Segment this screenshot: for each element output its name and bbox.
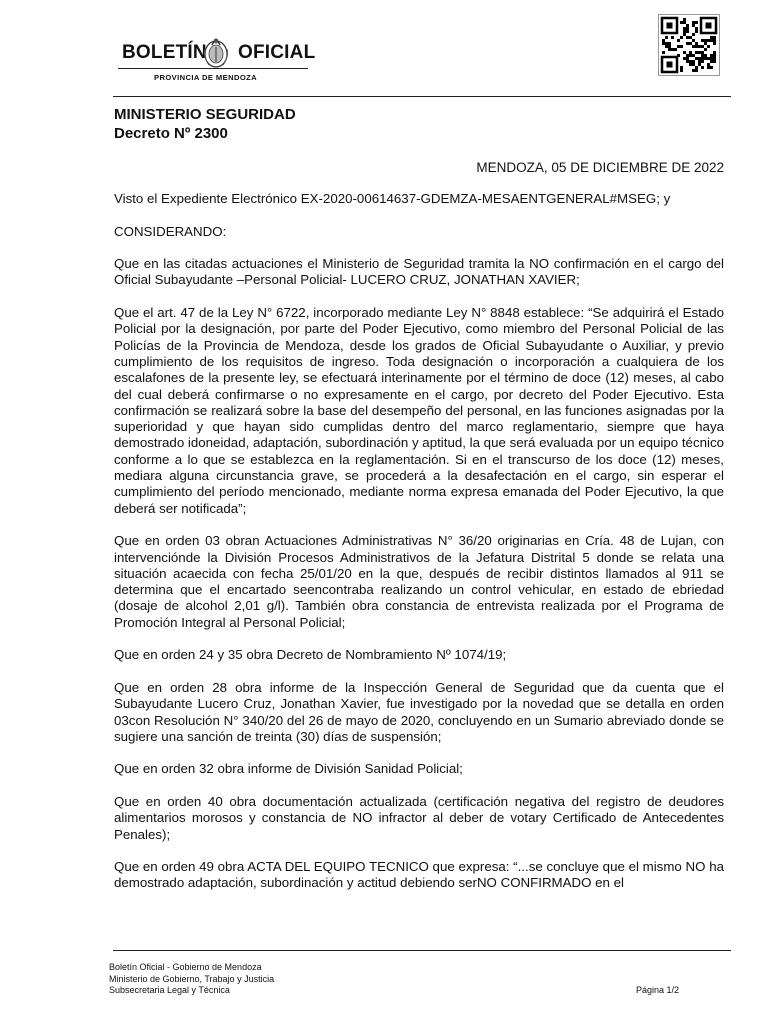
qr-module — [692, 21, 695, 24]
qr-module — [701, 51, 704, 54]
qr-module — [662, 39, 665, 42]
qr-module — [695, 66, 698, 69]
decree-number: Decreto Nº 2300 — [114, 125, 228, 142]
footer-line: Subsecretaria Legal y Técnica — [109, 985, 230, 995]
qr-module — [683, 18, 686, 21]
qr-module — [710, 39, 713, 42]
qr-module — [695, 69, 698, 72]
paragraph: Que en orden 49 obra ACTA DEL EQUIPO TECNICO que expresa: “...se concluye que el mismo NO ha demostrado adaptación, subordinación y actitud debiendo serNO CONFIRMADO en el — [114, 859, 724, 891]
qr-module — [698, 51, 701, 54]
paragraph: Que en orden 28 obra informe de la Inspección General de Seguridad que da cuenta que el Subayudante Lucero Cruz, Jonathan Xavier, fue investigado por la novedad que se detalla en orden 03con Resolución N° 340/20 del 26 de mayo de 2020, concluyendo en un Sumario abreviado donde se sugiere una sanción de treinta (30) días de suspensión; — [114, 679, 724, 744]
ministry-title: MINISTERIO SEGURIDAD — [114, 106, 296, 123]
page-number: Página 1/2 — [636, 985, 680, 995]
qr-module — [683, 21, 686, 24]
qr-module — [713, 54, 716, 57]
qr-module — [695, 57, 698, 60]
qr-module — [680, 66, 683, 69]
qr-module — [671, 48, 674, 51]
qr-module — [710, 66, 713, 69]
qr-module — [686, 24, 689, 27]
qr-module — [707, 66, 710, 69]
qr-module — [668, 45, 671, 48]
qr-module — [686, 57, 689, 60]
qr-module — [692, 24, 695, 27]
paragraph: Que en orden 03 obran Actuaciones Administrativas N° 36/20 originarias en Cría. 48 de Lujan, con intervenciónde la División Procesos Administrativos de la Jefatura Distrital 5 donde se relata una situación acaecida con fecha 25/01/20 en la que, después de recibir distintos llamados al 911 se determina que el encartado seencontraba realizando un control vehicular, en estado de ebriedad (dosaje de alcohol 2,01 g/l). También obra constancia de entrevista realizada por el Programa de Promoción Integral al Personal Policial; — [114, 533, 724, 630]
header-divider — [113, 96, 731, 97]
footer-line: Boletín Oficial - Gobierno de Mendoza — [109, 962, 262, 972]
paragraph: Que en orden 40 obra documentación actualizada (certificación negativa del registro de deudores alimentarios morosos y constancia de NO infractor al deber de votary Certificado de Antecedentes Penales); — [114, 793, 724, 842]
qr-module — [692, 69, 695, 72]
document-body — [114, 191, 724, 908]
qr-module — [692, 60, 695, 63]
qr-module — [683, 51, 686, 54]
provincial-seal-icon — [201, 35, 231, 69]
qr-module — [665, 36, 668, 39]
qr-module — [662, 42, 665, 45]
qr-module — [698, 57, 701, 60]
qr-module — [686, 54, 689, 57]
qr-module — [707, 57, 710, 60]
qr-module — [668, 42, 671, 45]
qr-module — [680, 69, 683, 72]
boletin-oficial-logo — [118, 34, 316, 86]
footer-line: Ministerio de Gobierno, Trabajo y Justicia — [109, 973, 275, 984]
qr-module — [692, 33, 695, 36]
qr-module — [689, 36, 692, 39]
qr-module — [689, 54, 692, 57]
qr-module — [695, 21, 698, 24]
qr-module — [692, 39, 695, 42]
qr-module — [701, 57, 704, 60]
document-date: MENDOZA, 05 DE DICIEMBRE DE 2022 — [476, 160, 724, 175]
qr-module — [695, 51, 698, 54]
qr-module — [710, 57, 713, 60]
logo-left-text: BOLETÍN — [122, 42, 207, 63]
qr-module — [680, 45, 683, 48]
qr-module — [704, 54, 707, 57]
qr-module — [713, 39, 716, 42]
qr-module — [683, 27, 686, 30]
qr-module — [683, 30, 686, 33]
footer-divider — [113, 950, 731, 951]
qr-module — [662, 51, 665, 54]
qr-module — [704, 57, 707, 60]
paragraph-visto: Visto el Expediente Electrónico EX-2020-00614637-GDEMZA-MESAENTGENERAL#MSEG; y — [114, 191, 671, 206]
qr-module — [701, 45, 704, 48]
footer — [109, 962, 274, 997]
qr-module — [695, 27, 698, 30]
paragraph: Que en orden 24 y 35 obra Decreto de Nombramiento Nº 1074/19; — [114, 647, 507, 663]
qr-module — [686, 60, 689, 63]
qr-module — [704, 39, 707, 42]
paragraph: Que el art. 47 de la Ley N° 6722, incorporado mediante Ley N° 8848 establece: “Se adquirirá el Estado Policial por la designación, por parte del Poder Ejecutivo, como miembro del Personal Policial de las Policías de la Provincia de Mendoza, desde los grados de Oficial Subayudante o Auxiliar, y previo cumplimiento de los requisitos de ingreso. Toda designación o incorporación a cualquiera de los escalafones de la presente ley, se efectuará interinamente por el término de doce (12) meses, al cabo del cual deberá confirmarse o no expresamente en el cargo, por decreto del Poder Ejecutivo. Esta confirmación se realizará sobre la base del desempeño del personal, en las funciones asignadas por la superioridad y que hayan sido cumplidas dentro del marco reglamentario, siempre que haya demostrado idoneidad, adaptación, subordinación y aptitud, la que será evaluada por un equipo técnico conforme a lo que se establezca en la reglamentación. Si en el transcurso de los doce (12) meses, mediara alguna circunstancia grave, se procederá a la desafectación en el cargo, sin esperar el cumplimiento del período mencionado, mediante norma expresa emanada del Poder Ejecutivo, la que deberá ser notificada”; — [114, 305, 724, 516]
qr-module — [686, 36, 689, 39]
qr-module — [713, 36, 716, 39]
qr-module — [680, 21, 683, 24]
qr-code-icon — [658, 14, 720, 76]
document-heading — [114, 105, 296, 143]
qr-module — [674, 48, 677, 51]
paragraph: Que en las citadas actuaciones el Ministerio de Seguridad tramita la NO confirmación en el cargo del Oficial Subayudante –Personal Policial- LUCERO CRUZ, JONATHAN XAVIER; — [114, 256, 724, 288]
qr-module — [704, 42, 707, 45]
qr-module — [701, 66, 704, 69]
qr-module — [677, 54, 680, 57]
logo-right-text: OFICIAL — [238, 42, 316, 63]
qr-module — [689, 60, 692, 63]
qr-module — [695, 30, 698, 33]
qr-module — [677, 45, 680, 48]
qr-module — [692, 54, 695, 57]
logo-divider — [118, 68, 308, 69]
qr-module — [695, 42, 698, 45]
qr-module — [683, 57, 686, 60]
qr-module — [713, 51, 716, 54]
qr-module — [683, 33, 686, 36]
qr-module — [680, 36, 683, 39]
qr-module — [698, 60, 701, 63]
qr-module — [710, 36, 713, 39]
qr-module — [665, 42, 668, 45]
qr-module — [698, 63, 701, 66]
qr-module — [686, 42, 689, 45]
qr-module — [701, 54, 704, 57]
qr-module — [689, 63, 692, 66]
qr-module — [707, 45, 710, 48]
qr-module — [677, 39, 680, 42]
qr-module — [713, 60, 716, 63]
qr-module — [695, 45, 698, 48]
qr-module — [689, 42, 692, 45]
qr-module — [713, 42, 716, 45]
qr-module — [713, 57, 716, 60]
logo-subtitle: PROVINCIA DE MENDOZA — [154, 73, 258, 82]
paragraph-considerando: CONSIDERANDO: — [114, 223, 227, 239]
qr-module — [668, 48, 671, 51]
qr-module — [704, 48, 707, 51]
qr-module — [710, 60, 713, 63]
qr-module — [701, 60, 704, 63]
qr-module — [671, 36, 674, 39]
qr-module — [692, 45, 695, 48]
qr-module — [707, 63, 710, 66]
qr-module — [707, 39, 710, 42]
qr-module — [698, 45, 701, 48]
qr-module — [689, 51, 692, 54]
qr-module — [692, 63, 695, 66]
qr-module — [686, 27, 689, 30]
paragraph: Que en orden 32 obra informe de División Sanidad Policial; — [114, 761, 463, 777]
qr-module — [665, 45, 668, 48]
qr-module — [710, 54, 713, 57]
qr-module — [686, 30, 689, 33]
qr-module — [701, 39, 704, 42]
